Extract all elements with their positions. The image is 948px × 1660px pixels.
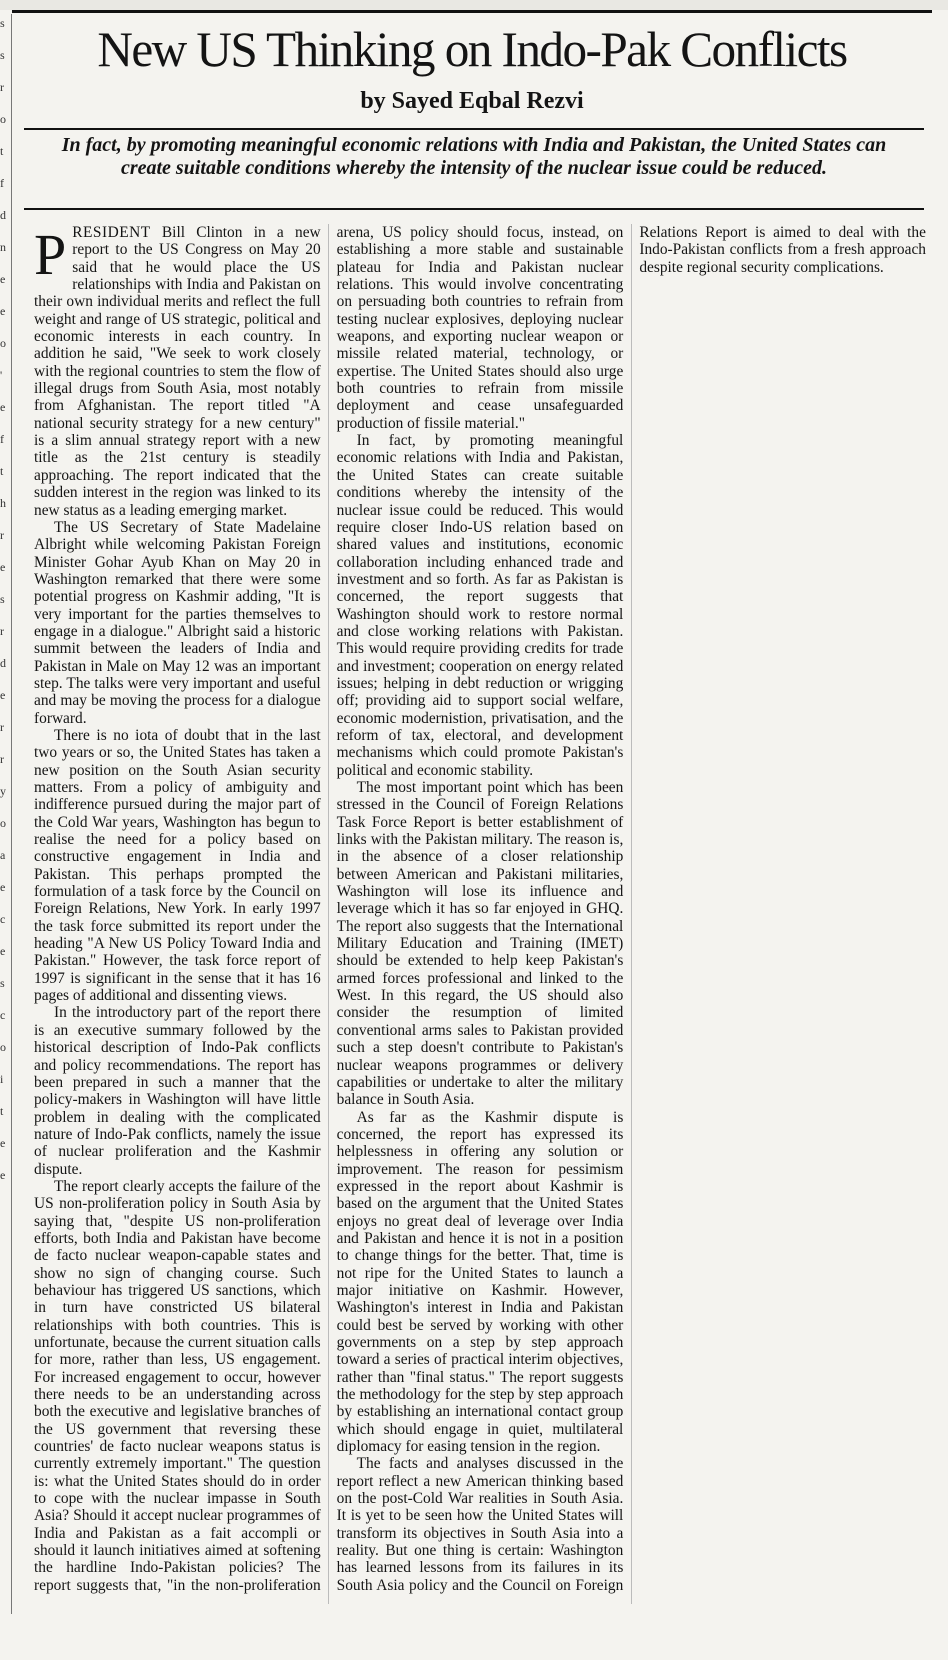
margin-fragment: f	[0, 432, 4, 446]
margin-fragment: o	[0, 1040, 6, 1054]
margin-fragment: c	[0, 912, 6, 926]
margin-fragment: r	[0, 528, 4, 542]
margin-fragment: n	[0, 240, 6, 254]
margin-fragment: e	[0, 400, 6, 414]
margin-fragment: t	[0, 144, 4, 158]
margin-fragment: f	[0, 176, 4, 190]
paragraph: The most important point which has been stressed in the Council of Foreign Relations Task Force Report is better establishment of links with the Pakistan military. The reason is, in the absence of a closer relationship between American and Pakistani militaries, Washington will lose its influence and leverage which it has so far enjoyed in GHQ. The report also suggests that the International Military Education and Training (IMET) should be extended to help keep Pakistan's armed forces professional and linked to the West. In this regard, the US should also consider the resumption of limited conventional arms sales to Pakistan provided such a step doesn't contribute to Pakistan's nuclear weapons programmes or delivery capabilities or undertake to alter the military balance in South Asia.	[336, 779, 624, 1109]
margin-fragment: r	[0, 80, 4, 94]
paragraph-text: Bill Clinton in a new report to the US Congress on May 20 said that he would place the US relationships with India and Pakistan on their own individual merits and reflect the full weight and range of US strategic, political and economic interests in each country. In addition he said, "We seek to work closely with the regional countries to stem the flow of illegal drugs from South Asia, most notably from Afghanistan. The report titled "A national security strategy for a new century" is a slim annual strategy report with a new title as the 21st century is steadily approaching. The report indicated that the sudden interest in the region was linked to its new status as a leading emerging market.	[34, 224, 321, 519]
margin-fragment: r	[0, 752, 4, 766]
paragraph	[34, 224, 321, 519]
margin-fragment: s	[0, 16, 5, 30]
margin-fragment: e	[0, 304, 6, 318]
adjacent-column-fragments	[0, 14, 9, 1614]
paragraph: There is no iota of doubt that in the last two years or so, the United States has taken a new position on the South Asian security matters. From a policy of ambiguity and indifference pursued during the major part of the Cold War years, Washington has begun to realise the need for a policy based on constructive engagement in India and Pakistan. This perhaps prompted the formulation of a task force by the Council on Foreign Relations, New York. In early 1997 the task force submitted its report under the heading "A New US Policy Toward India and Pakistan." However, the task force report of 1997 is significant in the sense that it has 16 pages of additional and dissenting views.	[34, 726, 321, 1005]
margin-fragment: '	[0, 368, 3, 382]
article-body	[34, 224, 926, 1604]
paragraph: In fact, by promoting meaningful economic relations with India and Pakistan, the United States can create suitable conditions whereby the intensity of the nuclear issue could be reduced. This would require closer Indo-US relation based on shared values and institutions, economic collaboration including enhanced trade and investment and so forth. As far as Pakistan is concerned, the report suggests that Washington should work to restore normal and close working relations with Pakistan. This would require providing credits for trade and investment; cooperation on energy related issues; helping in debt reduction or wrigging off; providing aid to support social welfare, economic modernistion, privatisation, and the reform of tax, electoral, and development mechanisms which could promote Pakistan's political and economic stability.	[336, 432, 624, 779]
margin-fragment: h	[0, 496, 6, 510]
deck-bottom-rule	[24, 208, 924, 210]
margin-fragment: o	[0, 112, 6, 126]
margin-fragment: s	[0, 592, 5, 606]
margin-fragment: r	[0, 720, 4, 734]
margin-fragment: d	[0, 208, 6, 222]
margin-fragment: e	[0, 880, 6, 894]
margin-fragment: e	[0, 272, 6, 286]
page-top-strip	[0, 0, 948, 10]
paragraph: The report clearly accepts the failure of the US non-proliferation policy in South Asia by saying that, "despite US non-proliferation efforts, both India and Pakistan have become de facto nuclear weapon-capable states and show no sign of changing course. Such behaviour has triggered US sanctions, which in turn have constricted US bilateral relationships with both countries. This is unfortunate, because the current situation calls for more, rather than less, US engagement. For increased engagement to occur, however there needs to be an understanding across both the executive and legislative branches of the US government that reversing these countries' de facto nuclear weapons status is currently extremely important." The question is: what the United States should do in order to cope with the nuclear impasse in South Asia? Should it accept nuclear programmes of India and Pakistan as a fait accompli or should it launch initiatives aimed at softening the hardline Indo-Pakistan policies? The report suggests that, "in the non-proliferation arena, US policy should focus, instead, on establishing a more stable and sustainable plateau for India and Pakistan nuclear relations. This would involve concentrating on persuading both countries to refrain from testing nuclear explosives, deploying nuclear weapons, and exporting nuclear weapon or missile related material, technology, or expertise. The United States should also urge both countries to refrain from missile deployment and cease unsafeguarded production of fissile material."	[34, 224, 624, 1594]
paragraph: As far as the Kashmir dispute is concerned, the report has expressed its helplessness in offering any solution or improvement. The reason for pessimism expressed in the report about Kashmir is based on the argument that the United States enjoys no great deal of leverage over India and Pakistan and hence it is not in a position to change things for the better. That, time is not ripe for the United States to launch a major initiative on Kashmir. However, Washington's interest in India and Pakistan could best be served by working with other governments on a step by step approach toward a series of practical interim objectives, rather than "final status." The report suggests the methodology for the step by step approach by establishing an international contact group which should engage in quiet, multilateral diplomacy for easing tension in the region.	[336, 1108, 624, 1456]
byline: by Sayed Eqbal Rezvi	[360, 88, 584, 114]
margin-fragment: e	[0, 944, 6, 958]
margin-fragment: d	[0, 656, 6, 670]
deck-pull-quote: In fact, by promoting meaningful economic relations with India and Pakistan, the United States can create suitable conditions whereby the intensity of the nuclear issue could be reduced.	[61, 134, 887, 179]
margin-fragment: o	[0, 816, 6, 830]
margin-fragment: s	[0, 48, 5, 62]
margin-fragment: e	[0, 560, 6, 574]
margin-fragment: s	[0, 976, 5, 990]
margin-fragment: e	[0, 1168, 6, 1182]
margin-fragment: e	[0, 1136, 6, 1150]
margin-fragment: r	[0, 624, 4, 638]
column-gutter-rule	[11, 14, 12, 1614]
margin-fragment: o	[0, 336, 6, 350]
paragraph: The US Secretary of State Madelaine Albright while welcoming Pakistan Foreign Minister Gohar Ayub Khan on May 20 in Washington remarked that there were some potential progress on Kashmir adding, "It is very important for the parties themselves to engage in a dialogue." Albright said a historic summit between the leaders of India and Pakistan in Male on May 12 was an important step. The talks were very important and useful and may be moving the process for a dialogue forward.	[34, 518, 321, 727]
margin-fragment: e	[0, 688, 6, 702]
top-rule	[12, 10, 932, 13]
paragraph: The facts and analyses discussed in the report reflect a new American thinking based on the post-Cold War realities in South Asia. It is yet to be seen how the United States will transform its objectives in South Asia into a reality. But one thing is certain: Washington has learned lessons from its failures in its South Asia policy and the Council on Foreign Relations Report is aimed to deal with the Indo-Pakistan conflicts from a fresh approach despite regional security complications.	[336, 224, 926, 1594]
lead-in-caps: RESIDENT	[72, 224, 151, 241]
margin-fragment: t	[0, 1104, 4, 1118]
margin-fragment: a	[0, 848, 6, 862]
paragraph: In the introductory part of the report there is an executive summary followed by the historical description of Indo-Pak conflicts and policy recommendations. The report has been prepared in such a manner that the policy-makers in Washington will have little problem in dealing with the complicated nature of Indo-Pak conflicts, namely the issue of nuclear proliferation and the Kashmir dispute.	[34, 1004, 321, 1178]
margin-fragment: t	[0, 464, 4, 478]
margin-fragment: y	[0, 784, 6, 798]
deck-top-rule	[24, 128, 924, 130]
headline: New US Thinking on Indo-Pak Conflicts	[97, 21, 847, 77]
margin-fragment: c	[0, 1008, 6, 1022]
drop-cap: P	[34, 222, 67, 287]
margin-fragment: i	[0, 1072, 4, 1086]
